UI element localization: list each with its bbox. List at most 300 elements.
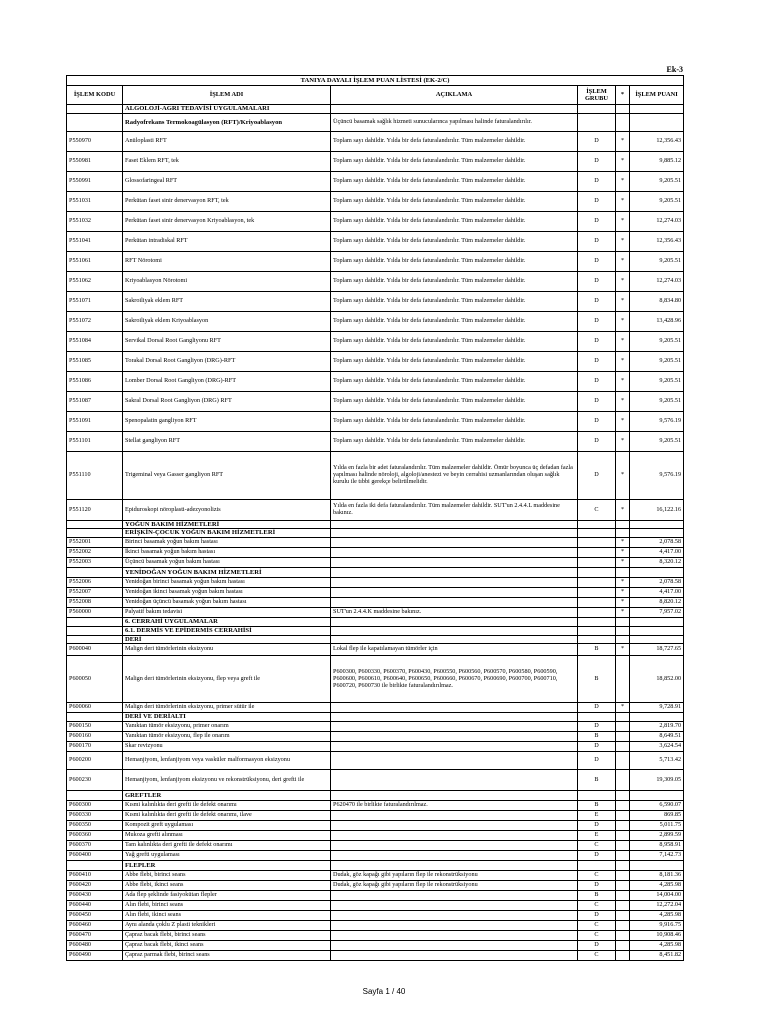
row-group xyxy=(578,567,616,577)
row-points: 9,205.51 xyxy=(630,352,684,372)
row-description: Toplam sayı dahildir. Yılda bir defa faturalandırılır. Tüm malzemeler dahildir. xyxy=(331,332,578,352)
row-star: * xyxy=(616,703,630,713)
row-code: P600460 xyxy=(67,921,123,931)
row-description xyxy=(331,742,578,752)
row-description: Toplam sayı dahildir. Yılda bir defa faturalandırılır. Tüm malzemeler dahildir. xyxy=(331,152,578,172)
row-name: Malign deri tümörlerinin eksizyonu, primer sütür ile xyxy=(123,703,331,713)
section-heading: FLEPLER xyxy=(123,861,331,871)
row-star: * xyxy=(616,332,630,352)
row-name: Skar revizyonu xyxy=(123,742,331,752)
row-description: Toplam sayı dahildir. Yılda bir defa faturalandırılır. Tüm malzemeler dahildir. xyxy=(331,352,578,372)
row-points: 12,356.43 xyxy=(630,132,684,152)
table-row xyxy=(67,811,684,821)
row-points: 9,576.19 xyxy=(630,452,684,500)
header-code: İŞLEM KODU xyxy=(67,86,123,105)
row-name: Stellat gangliyon RFT xyxy=(123,432,331,452)
row-group: B xyxy=(578,770,616,791)
row-points: 19,309.05 xyxy=(630,770,684,791)
section-heading: ALGOLOJİ-AGRI TEDAVİSİ UYGULAMALARI xyxy=(123,105,331,114)
row-code: P600490 xyxy=(67,951,123,961)
row-points: 9,885.12 xyxy=(630,152,684,172)
row-points xyxy=(630,791,684,801)
row-code: P600230 xyxy=(67,770,123,791)
row-points: 9,728.91 xyxy=(630,703,684,713)
row-code xyxy=(67,635,123,643)
table-row xyxy=(67,272,684,292)
row-description xyxy=(331,567,578,577)
section-row xyxy=(67,567,684,577)
section-heading: Radyofrekans Termokoagülasyon (RFT)/Kriyoablasyon xyxy=(123,114,331,132)
row-code: P600160 xyxy=(67,732,123,742)
row-name: Palyatif bakım tedavisi xyxy=(123,607,331,617)
section-row xyxy=(67,791,684,801)
row-star xyxy=(616,841,630,851)
section-heading: ERİŞKİN-ÇOCUK YOĞUN BAKIM HİZMETLERİ xyxy=(123,529,331,537)
row-group: B xyxy=(578,732,616,742)
row-code: P552008 xyxy=(67,597,123,607)
row-description xyxy=(331,703,578,713)
row-group: D xyxy=(578,851,616,861)
row-star: * xyxy=(616,192,630,212)
row-description xyxy=(331,713,578,722)
row-points: 9,205.51 xyxy=(630,392,684,412)
row-description: Toplam sayı dahildir. Yılda bir defa faturalandırılır. Tüm malzemeler dahildir. xyxy=(331,252,578,272)
row-description xyxy=(331,921,578,931)
row-code: P551031 xyxy=(67,192,123,212)
section-row xyxy=(67,713,684,722)
section-row xyxy=(67,521,684,529)
row-code: P552006 xyxy=(67,577,123,587)
row-group: D xyxy=(578,252,616,272)
page-footer: Sayfa 1 / 40 xyxy=(362,987,406,996)
row-code: P600350 xyxy=(67,821,123,831)
row-description xyxy=(331,537,578,547)
row-name: Yenidoğan ikinci basamak yoğun bakım hastası xyxy=(123,587,331,597)
table-row xyxy=(67,212,684,232)
row-code: P551084 xyxy=(67,332,123,352)
section-row xyxy=(67,626,684,635)
row-points: 4,417.00 xyxy=(630,587,684,597)
row-star: * xyxy=(616,392,630,412)
table-row xyxy=(67,557,684,567)
header-star: * xyxy=(616,86,630,105)
row-code: P551071 xyxy=(67,292,123,312)
row-name: Üçüncü basamak yoğun bakım hastası xyxy=(123,557,331,567)
row-star xyxy=(616,821,630,831)
row-description xyxy=(331,911,578,921)
row-group: C xyxy=(578,931,616,941)
row-description: Yılda en fazla bir adet faturalandırılır. Tüm malzemeler dahildir. Ömür boyunca üç defadan fazla yapılması halinde nöroloji, algoloji/anestezi ve beyin cerrahisi uzmanlarından oluşan sağlık kurulu ile tıbbi gerekçe belirtilmelidir. xyxy=(331,452,578,500)
row-description xyxy=(331,547,578,557)
row-description: Toplam sayı dahildir. Yılda bir defa faturalandırılır. Tüm malzemeler dahildir. xyxy=(331,192,578,212)
row-star xyxy=(616,911,630,921)
row-code xyxy=(67,713,123,722)
row-description: Toplam sayı dahildir. Yılda bir defa faturalandırılır. Tüm malzemeler dahildir. xyxy=(331,232,578,252)
row-name: Çapraz bacak flebi, birinci seans xyxy=(123,931,331,941)
row-points: 9,205.51 xyxy=(630,252,684,272)
section-heading: DERİ xyxy=(123,635,331,643)
row-description: Toplam sayı dahildir. Yılda bir defa faturalandırılır. Tüm malzemeler dahildir. xyxy=(331,272,578,292)
row-star xyxy=(616,881,630,891)
row-star xyxy=(616,529,630,537)
row-code: P600060 xyxy=(67,703,123,713)
row-points: 9,205.51 xyxy=(630,192,684,212)
row-description: Toplam sayı dahildir. Yılda bir defa faturalandırılır. Tüm malzemeler dahildir. xyxy=(331,412,578,432)
row-star xyxy=(616,617,630,626)
row-name: Hemanjiyom, lenfanjiyom eksizyonu ve rekonstrüksiyonu, deri grefti ile xyxy=(123,770,331,791)
table-row xyxy=(67,547,684,557)
row-description xyxy=(331,861,578,871)
row-description: Toplam sayı dahildir. Yılda bir defa faturalandırılır. Tüm malzemeler dahildir. xyxy=(331,372,578,392)
row-code: P600450 xyxy=(67,911,123,921)
row-code: P600440 xyxy=(67,901,123,911)
row-description xyxy=(331,951,578,961)
row-code: P551061 xyxy=(67,252,123,272)
row-name: Anüloplasti RFT xyxy=(123,132,331,152)
row-description xyxy=(331,105,578,114)
row-group: B xyxy=(578,656,616,703)
table-row xyxy=(67,941,684,951)
row-name: Kompozit greft uygulaması xyxy=(123,821,331,831)
row-code xyxy=(67,617,123,626)
row-description: Toplam sayı dahildir. Yılda bir defa faturalandırılır. Tüm malzemeler dahildir. xyxy=(331,432,578,452)
row-points: 9,916.75 xyxy=(630,921,684,931)
row-code: P552007 xyxy=(67,587,123,597)
row-code: P551032 xyxy=(67,212,123,232)
table-row xyxy=(67,770,684,791)
table-row xyxy=(67,352,684,372)
row-group: D xyxy=(578,172,616,192)
row-code: P551091 xyxy=(67,412,123,432)
row-points: 12,274.03 xyxy=(630,212,684,232)
row-star xyxy=(616,752,630,770)
row-name: Alın flebi, birinci seans xyxy=(123,901,331,911)
row-name: Aynı alanda çoklu Z plasti teknikleri xyxy=(123,921,331,931)
row-code: P560000 xyxy=(67,607,123,617)
table-row xyxy=(67,292,684,312)
table-row xyxy=(67,871,684,881)
row-name: Abbe flebi, ikinci seans xyxy=(123,881,331,891)
row-description xyxy=(331,931,578,941)
row-description xyxy=(331,841,578,851)
row-group: D xyxy=(578,152,616,172)
row-code: P552002 xyxy=(67,547,123,557)
row-name: Spenopalatin gangliyon RFT xyxy=(123,412,331,432)
section-heading: DERİ VE DERİALTI xyxy=(123,713,331,722)
row-code: P551062 xyxy=(67,272,123,292)
row-star xyxy=(616,732,630,742)
row-star xyxy=(616,635,630,643)
row-name: Yenidoğan üçüncü basamak yoğun bakım hastası xyxy=(123,597,331,607)
section-heading: YENİDOĞAN YOĞUN BAKIM HİZMETLERİ xyxy=(123,567,331,577)
row-points: 9,205.51 xyxy=(630,432,684,452)
row-points xyxy=(630,713,684,722)
section-heading: 6.1. DERMİS VE EPİDERMİS CERRAHİSİ xyxy=(123,626,331,635)
table-row xyxy=(67,412,684,432)
procedure-points-table xyxy=(66,75,684,961)
row-star xyxy=(616,891,630,901)
row-group: D xyxy=(578,192,616,212)
row-code: P600170 xyxy=(67,742,123,752)
row-description: Dudak, göz kapağı gibi yapıların flep ile rekonstrüksiyonu xyxy=(331,881,578,891)
row-group: D xyxy=(578,752,616,770)
table-title: TANIYA DAYALI İŞLEM PUAN LİSTESİ (EK-2/C) xyxy=(67,76,684,86)
row-code xyxy=(67,791,123,801)
section-heading: GREFTLER xyxy=(123,791,331,801)
row-description xyxy=(331,617,578,626)
row-description: Yılda en fazla iki defa faturalandırılır. Tüm malzemeler dahildir. SUT'un 2.4.4.L maddesine bakınız. xyxy=(331,500,578,521)
row-code: P600370 xyxy=(67,841,123,851)
row-group: D xyxy=(578,722,616,732)
row-group xyxy=(578,617,616,626)
row-name: RFT Nörotomi xyxy=(123,252,331,272)
row-description xyxy=(331,587,578,597)
row-description xyxy=(331,851,578,861)
row-code xyxy=(67,861,123,871)
row-star: * xyxy=(616,607,630,617)
row-description xyxy=(331,577,578,587)
row-code: P600400 xyxy=(67,851,123,861)
row-description xyxy=(331,597,578,607)
section-row xyxy=(67,635,684,643)
row-description xyxy=(331,791,578,801)
row-code: P600330 xyxy=(67,811,123,821)
table-row xyxy=(67,192,684,212)
row-points: 9,576.19 xyxy=(630,412,684,432)
header-description: AÇIKLAMA xyxy=(331,86,578,105)
row-star xyxy=(616,626,630,635)
row-description xyxy=(331,891,578,901)
row-star xyxy=(616,521,630,529)
row-group: E xyxy=(578,831,616,841)
table-row xyxy=(67,252,684,272)
row-code: P551086 xyxy=(67,372,123,392)
table-row xyxy=(67,851,684,861)
table-row xyxy=(67,732,684,742)
row-points: 12,356.43 xyxy=(630,232,684,252)
row-code: P600040 xyxy=(67,644,123,656)
table-row xyxy=(67,931,684,941)
row-points: 869.85 xyxy=(630,811,684,821)
row-description: P620470 ile birlikte faturalandırılmaz. xyxy=(331,801,578,811)
row-group: E xyxy=(578,811,616,821)
row-group: D xyxy=(578,332,616,352)
section-row xyxy=(67,105,684,114)
table-row xyxy=(67,607,684,617)
row-points: 8,820.12 xyxy=(630,597,684,607)
row-group: D xyxy=(578,232,616,252)
row-points: 2,819.70 xyxy=(630,722,684,732)
row-points: 4,285.98 xyxy=(630,941,684,951)
row-code: P551101 xyxy=(67,432,123,452)
row-points xyxy=(630,521,684,529)
row-points: 2,078.58 xyxy=(630,577,684,587)
row-group: D xyxy=(578,881,616,891)
row-star xyxy=(616,791,630,801)
row-points: 2,078.58 xyxy=(630,537,684,547)
row-name: Perkütan intradiskal RFT xyxy=(123,232,331,252)
row-group: B xyxy=(578,801,616,811)
row-group xyxy=(578,607,616,617)
row-star xyxy=(616,656,630,703)
row-description xyxy=(331,521,578,529)
row-name: Kısmi kalınlıkta deri grefti ile defekt onarımı xyxy=(123,801,331,811)
row-star xyxy=(616,921,630,931)
row-points: 8,958.91 xyxy=(630,841,684,851)
row-code: P600480 xyxy=(67,941,123,951)
table-row xyxy=(67,891,684,901)
header-points: İŞLEM PUANI xyxy=(630,86,684,105)
row-star: * xyxy=(616,372,630,392)
row-code xyxy=(67,521,123,529)
section-heading: 6. CERRAHİ UYGULAMALAR xyxy=(123,617,331,626)
row-points: 7,957.02 xyxy=(630,607,684,617)
row-description xyxy=(331,831,578,841)
row-star: * xyxy=(616,597,630,607)
table-row xyxy=(67,742,684,752)
row-points: 6,590.07 xyxy=(630,801,684,811)
row-code xyxy=(67,529,123,537)
row-code: P551110 xyxy=(67,452,123,500)
row-description xyxy=(331,722,578,732)
row-group xyxy=(578,547,616,557)
row-code: P600410 xyxy=(67,871,123,881)
row-code: P551085 xyxy=(67,352,123,372)
row-description xyxy=(331,529,578,537)
row-name: Sakroiliyak eklem RFT xyxy=(123,292,331,312)
row-points xyxy=(630,861,684,871)
row-points xyxy=(630,617,684,626)
row-group xyxy=(578,537,616,547)
row-code: P600360 xyxy=(67,831,123,841)
row-name: Malign deri tümörlerinin eksizyonu, flep veya greft ile xyxy=(123,656,331,703)
row-group: D xyxy=(578,392,616,412)
row-star: * xyxy=(616,537,630,547)
row-points: 16,122.16 xyxy=(630,500,684,521)
row-group xyxy=(578,597,616,607)
row-code xyxy=(67,105,123,114)
row-name: Sakroiliyak eklem Kriyoablasyon xyxy=(123,312,331,332)
row-star: * xyxy=(616,272,630,292)
row-star: * xyxy=(616,547,630,557)
row-points: 8,320.12 xyxy=(630,557,684,567)
row-description: Dudak, göz kapağı gibi yapıların flep ile rekonstrüksiyonu xyxy=(331,871,578,881)
row-name: Yanıktan tümör eksizyonu, primer onarım xyxy=(123,722,331,732)
row-description: Toplam sayı dahildir. Yılda bir defa faturalandırılır. Tüm malzemeler dahildir. xyxy=(331,312,578,332)
row-code: P600300 xyxy=(67,801,123,811)
row-star xyxy=(616,801,630,811)
table-row xyxy=(67,432,684,452)
row-code: P550970 xyxy=(67,132,123,152)
row-group: B xyxy=(578,891,616,901)
row-name: Yenidoğan birinci basamak yoğun bakım hastası xyxy=(123,577,331,587)
row-group: D xyxy=(578,911,616,921)
row-code: P550991 xyxy=(67,172,123,192)
header-name: İŞLEM ADI xyxy=(123,86,331,105)
annex-label: Ek-3 xyxy=(666,65,683,74)
row-name: Servikal Dorsal Root Gangliyonu RFT xyxy=(123,332,331,352)
row-points: 5,713.42 xyxy=(630,752,684,770)
row-points: 14,004.00 xyxy=(630,891,684,901)
row-code xyxy=(67,626,123,635)
row-name: Çapraz parmak flebi, birinci seans xyxy=(123,951,331,961)
row-star: * xyxy=(616,172,630,192)
section-row xyxy=(67,114,684,132)
row-star xyxy=(616,931,630,941)
row-description: SUT'un 2.4.4.K maddesine bakınız. xyxy=(331,607,578,617)
table-row xyxy=(67,332,684,352)
table-row xyxy=(67,597,684,607)
row-description: Toplam sayı dahildir. Yılda bir defa faturalandırılır. Tüm malzemeler dahildir. xyxy=(331,212,578,232)
row-name: Kısmi kalınlıkta deri grefti ile defekt onarımı, ilave xyxy=(123,811,331,821)
row-group xyxy=(578,105,616,114)
row-code xyxy=(67,114,123,132)
row-points: 9,205.51 xyxy=(630,172,684,192)
row-points xyxy=(630,567,684,577)
row-points: 8,834.80 xyxy=(630,292,684,312)
row-star: * xyxy=(616,577,630,587)
row-group: C xyxy=(578,841,616,851)
row-points: 12,274.03 xyxy=(630,272,684,292)
row-description xyxy=(331,635,578,643)
row-name: Sakral Dorsal Root Gangliyon (DRG) RFT xyxy=(123,392,331,412)
table-row xyxy=(67,831,684,841)
row-code: P600420 xyxy=(67,881,123,891)
row-group xyxy=(578,861,616,871)
row-group xyxy=(578,635,616,643)
section-heading: YOĞUN BAKIM HİZMETLERİ xyxy=(123,521,331,529)
row-group: D xyxy=(578,703,616,713)
row-points: 9,205.51 xyxy=(630,332,684,352)
row-star xyxy=(616,713,630,722)
section-row xyxy=(67,529,684,537)
row-group xyxy=(578,577,616,587)
row-name: Mukoza grefti alınması xyxy=(123,831,331,841)
row-code: P600470 xyxy=(67,931,123,941)
table-row xyxy=(67,901,684,911)
row-name: Kriyoablasyon Nörotomi xyxy=(123,272,331,292)
row-star: * xyxy=(616,432,630,452)
row-star: * xyxy=(616,212,630,232)
row-name: Torakal Dorsal Root Gangliyon (DRG)-RFT xyxy=(123,352,331,372)
row-description xyxy=(331,901,578,911)
row-star: * xyxy=(616,587,630,597)
section-row xyxy=(67,861,684,871)
table-row xyxy=(67,921,684,931)
row-points: 9,205.51 xyxy=(630,372,684,392)
row-group: D xyxy=(578,941,616,951)
row-points: 8,451.82 xyxy=(630,951,684,961)
row-star xyxy=(616,861,630,871)
header-group: İŞLEM GRUBU xyxy=(578,86,616,105)
table-row xyxy=(67,703,684,713)
table-row xyxy=(67,152,684,172)
row-description xyxy=(331,626,578,635)
row-points: 4,417.00 xyxy=(630,547,684,557)
row-code: P551072 xyxy=(67,312,123,332)
row-group: C xyxy=(578,901,616,911)
table-row xyxy=(67,821,684,831)
row-group: C xyxy=(578,500,616,521)
row-star xyxy=(616,114,630,132)
row-group: C xyxy=(578,871,616,881)
row-name: Malign deri tümörlerinin eksizyonu xyxy=(123,644,331,656)
row-star: * xyxy=(616,644,630,656)
row-name: Tam kalınlıkta deri grefti ile defekt onarımı xyxy=(123,841,331,851)
table-row xyxy=(67,951,684,961)
row-code: P551120 xyxy=(67,500,123,521)
row-name: Hemanjiyom, lenfanjiyom veya vasküler malformasyon eksizyonu xyxy=(123,752,331,770)
